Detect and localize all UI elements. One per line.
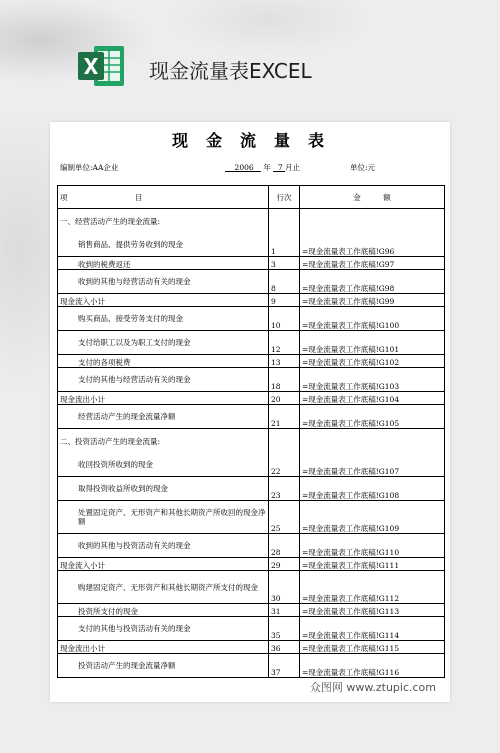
table-row bbox=[58, 571, 445, 604]
section-header-row bbox=[58, 209, 445, 234]
row-amount: =现金流量表工作底稿!G116 bbox=[300, 654, 445, 678]
table-row bbox=[58, 558, 445, 571]
row-line-no: 31 bbox=[269, 604, 300, 617]
row-amount: =现金流量表工作底稿!G102 bbox=[300, 355, 445, 368]
table-row bbox=[58, 604, 445, 617]
row-item: 销售商品、提供劳务收到的现金 bbox=[58, 233, 269, 257]
row-amount: =现金流量表工作底稿!G110 bbox=[300, 534, 445, 558]
row-item: 支付的其他与投资活动有关的现金 bbox=[58, 617, 269, 641]
row-line-no: 18 bbox=[269, 368, 300, 392]
row-amount: =现金流量表工作底稿!G108 bbox=[300, 477, 445, 501]
row-item: 收到的税费返还 bbox=[58, 257, 269, 270]
row-item: 支付给职工以及为职工支付的现金 bbox=[58, 331, 269, 355]
row-line-no: 28 bbox=[269, 534, 300, 558]
row-item: 投资所支付的现金 bbox=[58, 604, 269, 617]
row-line-no: 21 bbox=[269, 405, 300, 429]
row-amount: =现金流量表工作底稿!G112 bbox=[300, 571, 445, 604]
row-item: 处置固定资产、无形资产和其他长期资产所收回的现金净额 bbox=[58, 501, 269, 534]
table-row bbox=[58, 534, 445, 558]
row-amount: =现金流量表工作底稿!G115 bbox=[300, 641, 445, 654]
table-row bbox=[58, 368, 445, 392]
row-amount: =现金流量表工作底稿!G96 bbox=[300, 233, 445, 257]
header-item: 项 目 bbox=[58, 186, 269, 209]
row-amount: =现金流量表工作底稿!G101 bbox=[300, 331, 445, 355]
sheet-title: 现金流量表 bbox=[171, 131, 342, 150]
table-row bbox=[58, 453, 445, 477]
table-row bbox=[58, 641, 445, 654]
row-line-no: 8 bbox=[269, 270, 300, 294]
row-line-no: 29 bbox=[269, 558, 300, 571]
table-row bbox=[58, 392, 445, 405]
table-row bbox=[58, 405, 445, 429]
row-amount: =现金流量表工作底稿!G103 bbox=[300, 368, 445, 392]
header-line-no: 行次 bbox=[269, 186, 300, 209]
month-label: 月止 bbox=[285, 163, 301, 172]
table-row bbox=[58, 294, 445, 307]
report-month: 7 bbox=[277, 163, 283, 172]
row-item: 一、经营活动产生的现金流量: bbox=[58, 209, 269, 234]
excel-icon bbox=[76, 40, 128, 92]
row-line-no: 23 bbox=[269, 477, 300, 501]
table-row bbox=[58, 654, 445, 678]
table-row bbox=[58, 477, 445, 501]
row-line-no: 3 bbox=[269, 257, 300, 270]
table-row bbox=[58, 355, 445, 368]
report-year: 2006 bbox=[234, 163, 254, 172]
page-title: 现金流量表EXCEL bbox=[149, 59, 312, 83]
row-line-no: 9 bbox=[269, 294, 300, 307]
row-line-no: 37 bbox=[269, 654, 300, 678]
reporting-unit: 编制单位:AA企业 bbox=[60, 163, 119, 172]
table-row bbox=[58, 270, 445, 294]
row-amount: =现金流量表工作底稿!G100 bbox=[300, 307, 445, 331]
row-item: 支付的各项税费 bbox=[58, 355, 269, 368]
row-item: 收回投资所收到的现金 bbox=[58, 453, 269, 477]
row-amount: =现金流量表工作底稿!G107 bbox=[300, 453, 445, 477]
row-line-no: 1 bbox=[269, 233, 300, 257]
table-row bbox=[58, 501, 445, 534]
row-item: 购建固定资产、无形资产和其他长期资产所支付的现金 bbox=[58, 571, 269, 604]
row-line-no: 10 bbox=[269, 307, 300, 331]
watermark: 众图网 www.ztupic.com bbox=[306, 678, 440, 696]
row-amount bbox=[300, 429, 445, 454]
table-row bbox=[58, 257, 445, 270]
row-item: 收到的其他与经营活动有关的现金 bbox=[58, 270, 269, 294]
row-amount: =现金流量表工作底稿!G104 bbox=[300, 392, 445, 405]
currency-unit: 单位:元 bbox=[350, 163, 376, 172]
row-amount: =现金流量表工作底稿!G111 bbox=[300, 558, 445, 571]
row-amount: =现金流量表工作底稿!G109 bbox=[300, 501, 445, 534]
row-item: 现金流出小计 bbox=[58, 392, 269, 405]
row-line-no bbox=[269, 209, 300, 234]
row-line-no: 30 bbox=[269, 571, 300, 604]
row-line-no: 12 bbox=[269, 331, 300, 355]
table-header-row bbox=[58, 186, 445, 209]
row-line-no: 25 bbox=[269, 501, 300, 534]
year-label: 年 bbox=[263, 163, 271, 172]
table-row bbox=[58, 617, 445, 641]
row-item: 现金流入小计 bbox=[58, 558, 269, 571]
row-item: 现金流入小计 bbox=[58, 294, 269, 307]
row-item: 投资活动产生的现金流量净额 bbox=[58, 654, 269, 678]
row-line-no: 20 bbox=[269, 392, 300, 405]
row-amount bbox=[300, 209, 445, 234]
section-header-row bbox=[58, 429, 445, 454]
row-amount: =现金流量表工作底稿!G113 bbox=[300, 604, 445, 617]
row-amount: =现金流量表工作底稿!G99 bbox=[300, 294, 445, 307]
row-amount: =现金流量表工作底稿!G105 bbox=[300, 405, 445, 429]
header-amount: 金 额 bbox=[300, 186, 445, 209]
row-line-no bbox=[269, 429, 300, 454]
row-item: 现金流出小计 bbox=[58, 641, 269, 654]
row-item: 购买商品、接受劳务支付的现金 bbox=[58, 307, 269, 331]
row-amount: =现金流量表工作底稿!G114 bbox=[300, 617, 445, 641]
row-line-no: 36 bbox=[269, 641, 300, 654]
row-item: 支付的其他与经营活动有关的现金 bbox=[58, 368, 269, 392]
table-row bbox=[58, 233, 445, 257]
table-row bbox=[58, 331, 445, 355]
row-line-no: 22 bbox=[269, 453, 300, 477]
cash-flow-table bbox=[57, 185, 445, 678]
page-header bbox=[76, 40, 476, 100]
row-item: 二、投资活动产生的现金流量: bbox=[58, 429, 269, 454]
row-item: 经营活动产生的现金流量净额 bbox=[58, 405, 269, 429]
row-item: 收到的其他与投资活动有关的现金 bbox=[58, 534, 269, 558]
row-line-no: 13 bbox=[269, 355, 300, 368]
row-item: 取得投资收益所收到的现金 bbox=[58, 477, 269, 501]
table-row bbox=[58, 307, 445, 331]
row-line-no: 35 bbox=[269, 617, 300, 641]
cash-flow-sheet bbox=[50, 122, 450, 702]
row-amount: =现金流量表工作底稿!G98 bbox=[300, 270, 445, 294]
report-period bbox=[225, 162, 300, 173]
row-amount: =现金流量表工作底稿!G97 bbox=[300, 257, 445, 270]
